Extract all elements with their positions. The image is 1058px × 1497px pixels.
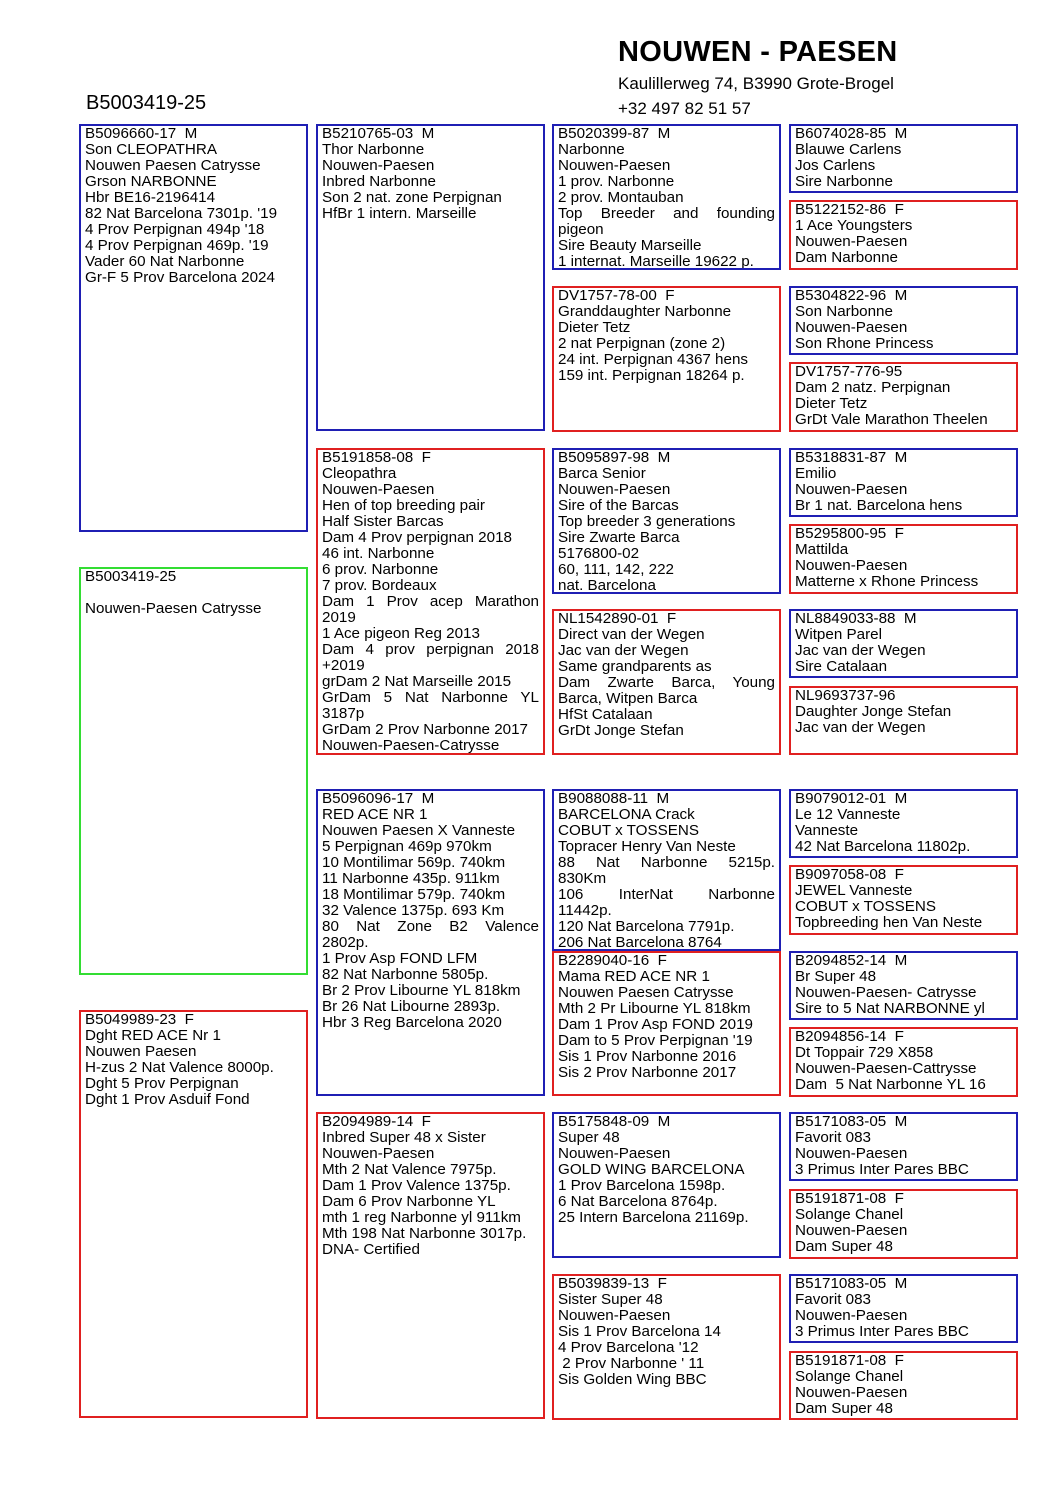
- ring-number: B5295800-95 F: [795, 525, 904, 542]
- ring-number: B5003419-25: [85, 568, 177, 585]
- pedigree-box-ssss: [789, 124, 1018, 193]
- ring-number: B2094856-14 F: [795, 1028, 904, 1045]
- ring-number: B5304822-96 M: [795, 287, 908, 304]
- pedigree-line: Sis 1 Prov Narbonne 2016: [558, 1048, 737, 1065]
- pedigree-line: Nouwen Paesen Catrysse: [85, 157, 261, 174]
- pedigree-line: Dam 4 Prov perpignan 2018: [322, 529, 512, 546]
- pedigree-line: Dam 5 Nat Narbonne YL 16: [795, 1076, 986, 1093]
- pedigree-box-sddd: [789, 686, 1018, 755]
- pedigree-line: 6 Nat Barcelona 8764p.: [558, 1193, 718, 1210]
- pedigree-line: 2802p.: [322, 934, 369, 951]
- pedigree-line: Br Super 48: [795, 968, 877, 985]
- pedigree-line: H-zus 2 Nat Valence 8000p.: [85, 1059, 274, 1076]
- pedigree-line: GrDam 2 Prov Narbonne 2017: [322, 721, 528, 738]
- pedigree-line: Nouwen Paesen Catrysse: [558, 984, 734, 1001]
- pedigree-box-dsd: [552, 951, 781, 1096]
- pedigree-box-sdd: [552, 609, 781, 755]
- pedigree-box-ssd: [552, 286, 781, 432]
- pedigree-line: Son 2 nat. zone Perpignan: [322, 189, 502, 206]
- pedigree-line: Mth 2 Pr Libourne YL 818km: [558, 1000, 751, 1017]
- pedigree-line: Barca Senior: [558, 465, 646, 482]
- pedigree-line: mth 1 reg Narbonne yl 911km: [322, 1209, 521, 1226]
- pedigree-line: GrDam 5 Nat Narbonne YL: [322, 689, 539, 706]
- breeder-name: NOUWEN - PAESEN: [618, 36, 898, 68]
- pedigree-line: Jos Carlens: [795, 157, 876, 174]
- pedigree-line: Narbonne: [558, 141, 625, 158]
- breeder-address: Kaulillerweg 74, B3990 Grote-Brogel: [618, 74, 894, 93]
- ring-number: B5318831-87 M: [795, 449, 908, 466]
- pedigree-line: GrDt Jonge Stefan: [558, 722, 684, 739]
- ring-number: B5175848-09 M: [558, 1113, 671, 1130]
- pedigree-line: Witpen Parel: [795, 626, 882, 643]
- pedigree-line: Dieter Tetz: [558, 319, 631, 336]
- pedigree-line: Dam Super 48: [795, 1238, 893, 1255]
- pedigree-box-sdsd: [789, 524, 1018, 594]
- pedigree-line: 4 Prov Perpignan 494p '18: [85, 221, 265, 238]
- pedigree-line: 3 Primus Inter Pares BBC: [795, 1323, 969, 1340]
- pedigree-line: 24 int. Perpignan 4367 hens: [558, 351, 748, 368]
- pedigree-line: 830Km: [558, 870, 607, 887]
- pedigree-line: Matterne x Rhone Princess: [795, 573, 979, 590]
- pedigree-line: Dght 1 Prov Asduif Fond: [85, 1091, 250, 1108]
- pedigree-line: Nouwen-Paesen-Cattrysse: [795, 1060, 977, 1077]
- ring-number: B5020399-87 M: [558, 125, 671, 142]
- pedigree-line: 82 Nat Narbonne 5805p.: [322, 966, 489, 983]
- pedigree-box-sire: [79, 124, 308, 532]
- pedigree-line: Topbreeding hen Van Neste: [795, 914, 983, 931]
- pedigree-box-sd: [316, 448, 545, 755]
- pedigree-line: Nouwen-Paesen: [558, 481, 671, 498]
- pedigree-line: Sis 2 Prov Narbonne 2017: [558, 1064, 737, 1081]
- pedigree-line: Same grandparents as: [558, 658, 712, 675]
- pedigree-line: 60, 111, 142, 222: [558, 561, 674, 578]
- ring-number: B5191871-08 F: [795, 1352, 904, 1369]
- pedigree-line: Inbred Narbonne: [322, 173, 436, 190]
- pedigree-line: GrDt Vale Marathon Theelen: [795, 411, 988, 428]
- pedigree-line: 42 Nat Barcelona 11802p.: [795, 838, 971, 855]
- pedigree-line: Sire to 5 Nat NARBONNE yl: [795, 1000, 985, 1017]
- pedigree-line: JEWEL Vanneste: [795, 882, 913, 899]
- pedigree-line: Super 48: [558, 1129, 620, 1146]
- pedigree-line: Sire Zwarte Barca: [558, 529, 680, 546]
- pedigree-line: 120 Nat Barcelona 7791p.: [558, 918, 735, 935]
- pedigree-line: HfBr 1 intern. Marseille: [322, 205, 477, 222]
- pedigree-box-dam: [79, 1010, 308, 1418]
- pedigree-line: Dam Zwarte Barca, Young: [558, 674, 775, 691]
- pedigree-line: Sister Super 48: [558, 1291, 663, 1308]
- pedigree-line: 1 Ace Youngsters: [795, 217, 913, 234]
- pedigree-line: COBUT x TOSSENS: [558, 822, 699, 839]
- pedigree-line: Mth 2 Nat Valence 7975p.: [322, 1161, 497, 1178]
- pedigree-line: Dam 1 Prov acep Marathon: [322, 593, 539, 610]
- pedigree-line: Dieter Tetz: [795, 395, 868, 412]
- pedigree-line: Nouwen Paesen: [85, 1043, 197, 1060]
- subject-ring-number: B5003419-25: [86, 92, 207, 114]
- pedigree-box-dsss: [789, 789, 1018, 858]
- pedigree-box-ds: [316, 789, 545, 1096]
- pedigree-box-ddds: [789, 1274, 1018, 1343]
- pedigree-line: 10 Montilimar 569p. 740km: [322, 854, 506, 871]
- pedigree-line: Dam 4 prov perpignan 2018: [322, 641, 539, 658]
- pedigree-line: Dam Super 48: [795, 1400, 893, 1417]
- pedigree-line: Blauwe Carlens: [795, 141, 902, 158]
- pedigree-box-subject: [79, 567, 308, 975]
- ring-number: B6074028-85 M: [795, 125, 908, 142]
- pedigree-line: Nouwen-Paesen: [322, 1145, 435, 1162]
- pedigree-line: 159 int. Perpignan 18264 p.: [558, 367, 745, 384]
- pedigree-line: Sire Catalaan: [795, 658, 888, 675]
- ring-number: B5191871-08 F: [795, 1190, 904, 1207]
- pedigree-line: 18 Montilimar 579p. 740km: [322, 886, 506, 903]
- pedigree-line: Nouwen-Paesen: [795, 481, 908, 498]
- pedigree-line: nat. Barcelona: [558, 577, 656, 594]
- ring-number: B5096660-17 M: [85, 125, 198, 142]
- pedigree-line: Favorit 083: [795, 1291, 871, 1308]
- ring-number: B2289040-16 F: [558, 952, 667, 969]
- pedigree-line: Top Breeder and founding: [558, 205, 775, 222]
- pedigree-line: grDam 2 Nat Marseille 2015: [322, 673, 512, 690]
- pedigree-line: RED ACE NR 1: [322, 806, 428, 823]
- pedigree-box-sds: [552, 448, 781, 594]
- ring-number: B5171083-05 M: [795, 1113, 908, 1130]
- pedigree-line: Br 1 nat. Barcelona hens: [795, 497, 963, 514]
- pedigree-line: 2 prov. Montauban: [558, 189, 684, 206]
- ring-number: B5095897-98 M: [558, 449, 671, 466]
- pedigree-box-ssdd: [789, 362, 1018, 432]
- pedigree-line: Dght 5 Prov Perpignan: [85, 1075, 239, 1092]
- pedigree-line: 3187p: [322, 705, 365, 722]
- pedigree-box-sdds: [789, 609, 1018, 678]
- pedigree-line: Solange Chanel: [795, 1206, 904, 1223]
- ring-number: NL1542890-01 F: [558, 610, 677, 627]
- pedigree-box-dddd: [789, 1351, 1018, 1420]
- pedigree-line: 5176800-02: [558, 545, 640, 562]
- pedigree-line: 206 Nat Barcelona 8764: [558, 934, 722, 951]
- pedigree-line: HfSt Catalaan: [558, 706, 653, 723]
- pedigree-line: Mama RED ACE NR 1: [558, 968, 710, 985]
- pedigree-line: BARCELONA Crack: [558, 806, 695, 823]
- pedigree-line: Hbr BE16-2196414: [85, 189, 216, 206]
- pedigree-line: Top breeder 3 generations: [558, 513, 736, 530]
- pedigree-line: 4 Prov Perpignan 469p. '19: [85, 237, 269, 254]
- pedigree-line: Dam 2 natz. Perpignan: [795, 379, 951, 396]
- pedigree-line: 1 prov. Narbonne: [558, 173, 675, 190]
- pedigree-line: Solange Chanel: [795, 1368, 904, 1385]
- pedigree-line: Jac van der Wegen: [795, 642, 926, 659]
- pedigree-line: pigeon: [558, 221, 604, 238]
- pedigree-box-dss: [552, 789, 781, 951]
- pedigree-line: Sis 1 Prov Barcelona 14: [558, 1323, 721, 1340]
- ring-number: B5210765-03 M: [322, 125, 435, 142]
- pedigree-line: Thor Narbonne: [322, 141, 425, 158]
- pedigree-line: Inbred Super 48 x Sister: [322, 1129, 486, 1146]
- pedigree-box-dd: [316, 1112, 545, 1419]
- pedigree-line: Sire Narbonne: [795, 173, 893, 190]
- pedigree-line: 1 Prov Asp FOND LFM: [322, 950, 478, 967]
- pedigree-line: COBUT x TOSSENS: [795, 898, 936, 915]
- ring-number: B9088088-11 M: [558, 790, 670, 807]
- pedigree-box-sdss: [789, 448, 1018, 517]
- pedigree-line: Nouwen-Paesen: [322, 157, 435, 174]
- pedigree-box-sssd: [789, 200, 1018, 270]
- pedigree-line: 25 Intern Barcelona 21169p.: [558, 1209, 749, 1226]
- pedigree-line: 2 Prov Narbonne ' 11: [558, 1355, 705, 1372]
- pedigree-line: Nouwen-Paesen: [795, 1145, 908, 1162]
- pedigree-line: Nouwen-Paesen: [795, 319, 908, 336]
- pedigree-line: DNA- Certified: [322, 1241, 420, 1258]
- pedigree-line: Dt Toppair 729 X858: [795, 1044, 934, 1061]
- pedigree-line: Nouwen-Paesen: [322, 481, 435, 498]
- pedigree-line: Nouwen Paesen X Vanneste: [322, 822, 516, 839]
- ring-number: B5191858-08 F: [322, 449, 431, 466]
- pedigree-line: Granddaughter Narbonne: [558, 303, 732, 320]
- pedigree-line: Hen of top breeding pair: [322, 497, 485, 514]
- ring-number: B2094852-14 M: [795, 952, 908, 969]
- pedigree-line: Dam 1 Prov Valence 1375p.: [322, 1177, 511, 1194]
- pedigree-box-dsds: [789, 951, 1018, 1020]
- pedigree-line: 80 Nat Zone B2 Valence: [322, 918, 539, 935]
- pedigree-line: Topracer Henry Van Neste: [558, 838, 736, 855]
- pedigree-line: Sire of the Barcas: [558, 497, 679, 514]
- pedigree-line: Vader 60 Nat Narbonne: [85, 253, 245, 270]
- pedigree-line: 1 Ace pigeon Reg 2013: [322, 625, 480, 642]
- pedigree-line: Jac van der Wegen: [795, 719, 926, 736]
- ring-number: DV1757-776-95: [795, 363, 903, 380]
- pedigree-line: 7 prov. Bordeaux: [322, 577, 437, 594]
- ring-number: B5049989-23 F: [85, 1011, 194, 1028]
- pedigree-line: 5 Perpignan 469p 970km: [322, 838, 492, 855]
- pedigree-line: Mattilda: [795, 541, 849, 558]
- pedigree-line: Cleopathra: [322, 465, 397, 482]
- pedigree-line: Emilio: [795, 465, 837, 482]
- pedigree-line: Vanneste: [795, 822, 859, 839]
- pedigree-line: Dam Narbonne: [795, 249, 898, 266]
- pedigree-box-dsdd: [789, 1027, 1018, 1097]
- ring-number: B5039839-13 F: [558, 1275, 667, 1292]
- pedigree-line: 82 Nat Barcelona 7301p. '19: [85, 205, 278, 222]
- ring-number: B5096096-17 M: [322, 790, 435, 807]
- ring-number: B5122152-86 F: [795, 201, 904, 218]
- pedigree-line: GOLD WING BARCELONA: [558, 1161, 745, 1178]
- pedigree-line: Nouwen-Paesen: [795, 557, 908, 574]
- pedigree-line: Barca, Witpen Barca: [558, 690, 698, 707]
- pedigree-line: Br 2 Prov Libourne YL 818km: [322, 982, 521, 999]
- pedigree-line: Half Sister Barcas: [322, 513, 444, 530]
- ring-number: DV1757-78-00 F: [558, 287, 675, 304]
- pedigree-line: Nouwen-Paesen-Catrysse: [322, 737, 500, 754]
- ring-number: NL9693737-96: [795, 687, 896, 704]
- pedigree-line: 2019: [322, 609, 356, 626]
- pedigree-line: [85, 585, 302, 601]
- pedigree-box-ddsd: [789, 1189, 1018, 1259]
- pedigree-line: Nouwen-Paesen: [795, 1384, 908, 1401]
- pedigree-line: 4 Prov Barcelona '12: [558, 1339, 699, 1356]
- pedigree-line: Nouwen-Paesen: [795, 1307, 908, 1324]
- pedigree-line: Hbr 3 Reg Barcelona 2020: [322, 1014, 502, 1031]
- pedigree-line: 1 Prov Barcelona 1598p.: [558, 1177, 726, 1194]
- pedigree-line: Daughter Jonge Stefan: [795, 703, 952, 720]
- pedigree-line: 2 nat Perpignan (zone 2): [558, 335, 726, 352]
- pedigree-line: Dght RED ACE Nr 1: [85, 1027, 221, 1044]
- pedigree-line: Grson NARBONNE: [85, 173, 217, 190]
- ring-number: B9097058-08 F: [795, 866, 904, 883]
- pedigree-box-dds: [552, 1112, 781, 1258]
- pedigree-line: 11 Narbonne 435p. 911km: [322, 870, 500, 887]
- pedigree-line: 106 InterNat Narbonne: [558, 886, 775, 903]
- pedigree-line: Dam to 5 Prov Perpignan '19: [558, 1032, 753, 1049]
- pedigree-line: Nouwen-Paesen: [558, 1145, 671, 1162]
- pedigree-line: Son Narbonne: [795, 303, 893, 320]
- pedigree-box-sss: [552, 124, 781, 270]
- pedigree-line: 3 Primus Inter Pares BBC: [795, 1161, 969, 1178]
- pedigree-line: Gr-F 5 Prov Barcelona 2024: [85, 269, 275, 286]
- ring-number: B2094989-14 F: [322, 1113, 431, 1130]
- pedigree-line: Nouwen-Paesen: [795, 1222, 908, 1239]
- pedigree-line: Nouwen-Paesen: [795, 233, 908, 250]
- pedigree-line: Favorit 083: [795, 1129, 871, 1146]
- pedigree-line: Son Rhone Princess: [795, 335, 934, 352]
- pedigree-line: Dam 1 Prov Asp FOND 2019: [558, 1016, 753, 1033]
- pedigree-line: Direct van der Wegen: [558, 626, 705, 643]
- pedigree-line: Nouwen-Paesen: [558, 157, 671, 174]
- pedigree-line: 6 prov. Narbonne: [322, 561, 439, 578]
- pedigree-box-ssds: [789, 286, 1018, 355]
- ring-number: B9079012-01 M: [795, 790, 908, 807]
- pedigree-line: Sis Golden Wing BBC: [558, 1371, 707, 1388]
- pedigree-line: 11442p.: [558, 902, 612, 919]
- pedigree-line: Mth 198 Nat Narbonne 3017p.: [322, 1225, 527, 1242]
- pedigree-box-dssd: [789, 865, 1018, 935]
- breeder-phone: +32 497 82 51 57: [618, 99, 751, 118]
- pedigree-box-ss: [316, 124, 545, 431]
- pedigree-line: Dam 6 Prov Narbonne YL: [322, 1193, 496, 1210]
- pedigree-line: 46 int. Narbonne: [322, 545, 435, 562]
- pedigree-line: Br 26 Nat Libourne 2893p.: [322, 998, 501, 1015]
- pedigree-line: 1 internat. Marseille 19622 p.: [558, 253, 754, 270]
- pedigree-line: Sire Beauty Marseille: [558, 237, 702, 254]
- pedigree-line: Le 12 Vanneste: [795, 806, 901, 823]
- pedigree-line: Jac van der Wegen: [558, 642, 689, 659]
- pedigree-box-ddss: [789, 1112, 1018, 1181]
- ring-number: B5171083-05 M: [795, 1275, 908, 1292]
- pedigree-line: Nouwen-Paesen- Catrysse: [795, 984, 977, 1001]
- pedigree-box-ddd: [552, 1274, 781, 1420]
- pedigree-line: 32 Valence 1375p. 693 Km: [322, 902, 505, 919]
- pedigree-line: Son CLEOPATHRA: [85, 141, 217, 158]
- ring-number: NL8849033-88 M: [795, 610, 917, 627]
- pedigree-line: +2019: [322, 657, 365, 674]
- pedigree-line: Nouwen-Paesen: [558, 1307, 671, 1324]
- pedigree-line: Nouwen-Paesen Catrysse: [85, 600, 262, 617]
- pedigree-line: 88 Nat Narbonne 5215p.: [558, 854, 775, 871]
